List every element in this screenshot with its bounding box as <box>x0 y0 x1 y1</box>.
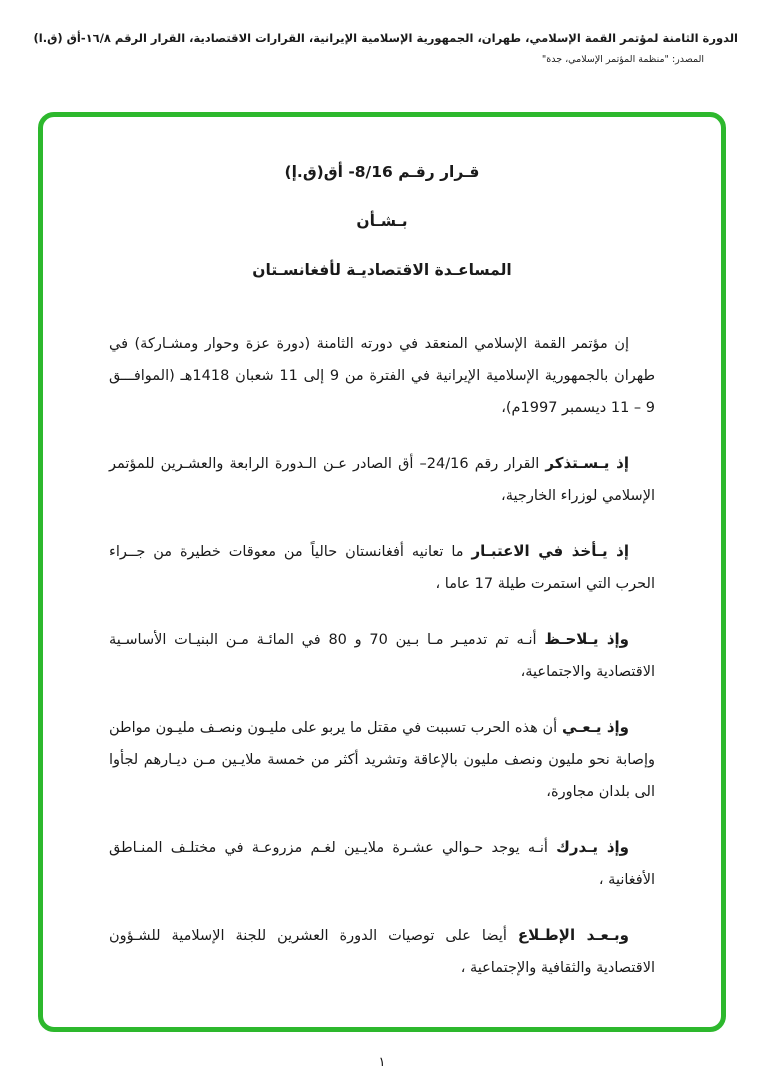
paragraph-text: القرار رقم 24/16– أق الصادر عـن الـدورة الرابعة والعشـرين للمؤتمر الإسلامي لوزراء الخارجية، <box>109 456 655 504</box>
paragraph-lead: إذ يـسـتذكر <box>545 454 629 472</box>
regarding-label: بـشـأن <box>356 212 408 230</box>
paragraph-text: أنـه يوجد حـوالي عشـرة ملايـين لغـم مزروعـة في مختلـف المنـاطق الأفغانية ، <box>109 840 655 888</box>
resolution-subject: المساعـدة الاقتصاديـة لأفغانسـتان <box>252 261 512 279</box>
paragraph-lead: وبـعـد الإطـلاع <box>517 926 629 944</box>
header-source: المصدر: "منظمة المؤتمر الإسلامي، جدة" <box>541 54 704 66</box>
considering-paragraph <box>109 535 655 600</box>
aware-paragraph <box>109 711 655 808</box>
paragraph-lead: وإذ يـلاحـظ <box>544 630 629 648</box>
recalling-paragraph <box>109 447 655 512</box>
paragraph-text: أن هذه الحرب تسببت في مقتل ما يربو على مليـون ونصـف مليـون مواطن وإصابة نحو مليون ونصف مليون بالإعاقة وتشريد أكثر من خمسة ملايـين مـن ديـارهم لجأوا الى بلدان مجاورة، <box>109 720 655 800</box>
noting-paragraph <box>109 623 655 688</box>
header-title: الدورة الثامنة لمؤتمر القمة الإسلامي، طهران، الجمهورية الإسلامية الإيرانية، القرارات الاقتصادية، القرار الرقم ١٦/٨-أق (ق.ا) <box>33 31 738 45</box>
paragraph-lead: إذ يـأخذ في الاعتبـار <box>471 542 629 560</box>
document-frame <box>38 112 726 1032</box>
paragraph-text: ما تعانيه أفغانستان حالياً من معوقات خطيرة من جــراء الحرب التي استمرت طيلة 17 عاما ، <box>109 544 655 592</box>
resolution-number: قـرار رقـم 8/16- أق(ق.إ) <box>284 163 480 181</box>
having-reviewed-paragraph <box>109 919 655 984</box>
paragraph-text: أيضا على توصيات الدورة العشرين للجنة الإسلامية للشـؤون الاقتصادية والثقافية والإجتماعية ، <box>109 928 655 976</box>
paragraph-text: أنـه تم تدميـر مـا بـين 70 و 80 في المائـة مـن البنيـات الأساسـية الاقتصادية والاجتماعية، <box>109 632 655 680</box>
resolution-body <box>109 327 655 984</box>
page-number: ١ <box>378 1055 386 1070</box>
paragraph-text: إن مؤتمر القمة الإسلامي المنعقد في دورته الثامنة (دورة عزة وحوار ومشـاركة) في طهران بالجمهورية الإسلامية الإيرانية في الفترة من 9 إلى 11 شعبان 1418هـ (الموافـــق 9 – 11 ديسمبر 1997م)، <box>109 336 655 416</box>
paragraph-lead: وإذ يـدرك <box>556 838 629 856</box>
preamble-paragraph <box>109 327 655 424</box>
realizing-paragraph <box>109 831 655 896</box>
source-header <box>18 30 738 65</box>
paragraph-lead: وإذ يـعـي <box>561 718 629 736</box>
